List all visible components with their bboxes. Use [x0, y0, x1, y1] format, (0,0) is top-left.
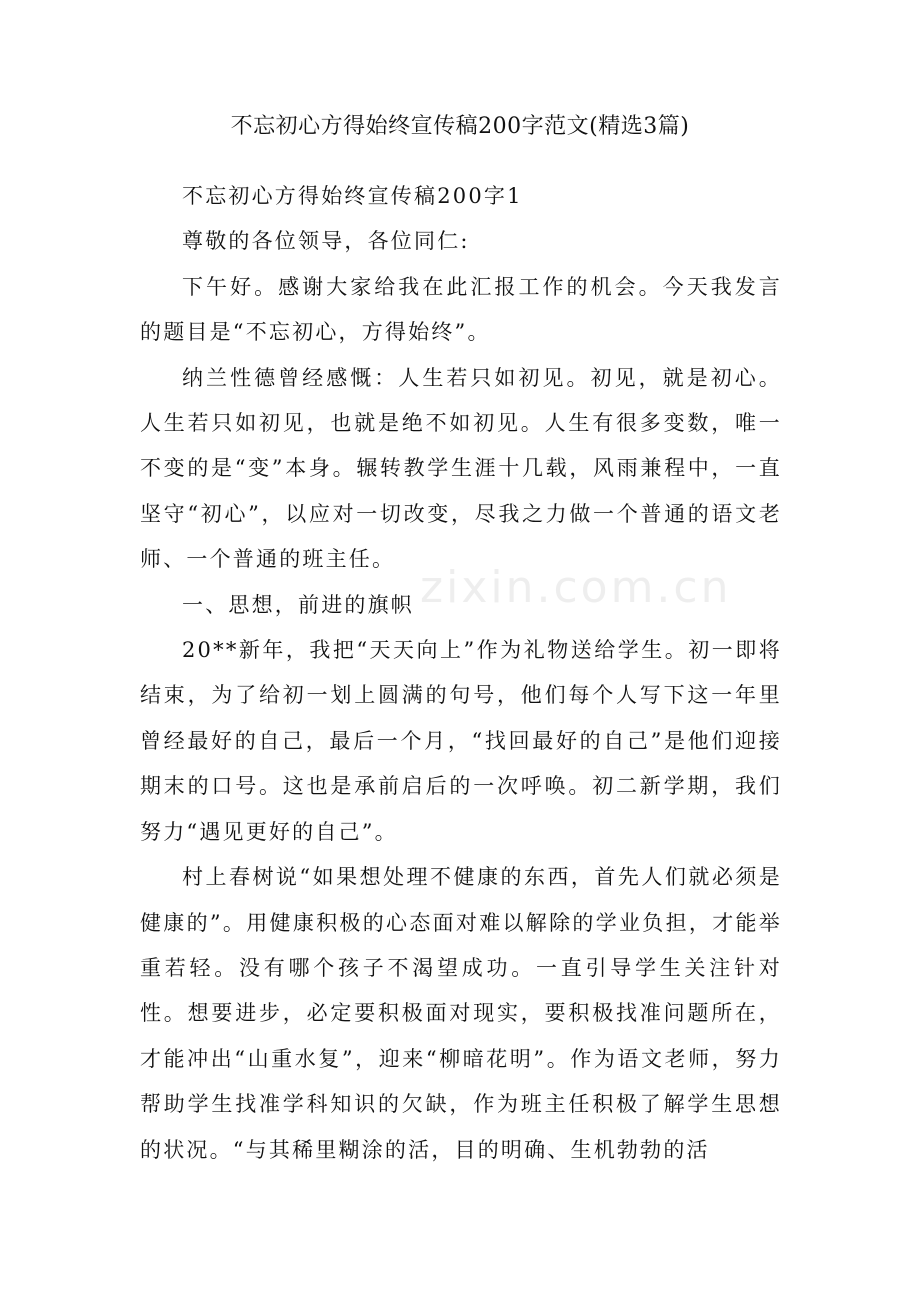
section-heading-1: 不忘初心方得始终宣传稿200字1 [182, 184, 523, 208]
document-body [140, 174, 782, 1173]
paragraph-murakami: 村上春树说“如果想处理不健康的东西，首先人们就必须是健康的”。用健康积极的心态面对难以解除的学业负担，才能举重若轻。没有哪个孩子不渴望成功。一直引导学生关注针对性。想要进步，必定要积极面对现实，要积极找准问题所在，才能冲出“山重水复”，迎来“柳暗花明”。作为语文老师，努力帮助学生找准学科知识的欠缺，作为班主任积极了解学生思想的状况。“与其稀里糊涂的活，目的明确、生机勃勃的活 [140, 865, 782, 1162]
watermark: zixin.com.cn [420, 562, 732, 613]
document-title: 不忘初心方得始终宣传稿200字范文(精选3篇) [230, 114, 690, 139]
salutation: 尊敬的各位领导，各位同仁: [182, 229, 470, 254]
subheading-thought: 一、思想，前进的旗帜 [182, 592, 414, 617]
paragraph-initial-heart: 纳兰性德曾经感慨：人生若只如初见。初见，就是初心。人生若只如初见，也就是绝不如初见。人生有很多变数，唯一不变的是“变”本身。辗转教学生涯十几载，风雨兼程中，一直坚守“初心”，以应对一切改变，尽我之力做一个普通的语文老师、一个普通的班主任。 [140, 365, 782, 572]
paragraph-opening: 下午好。感谢大家给我在此汇报工作的机会。今天我发言的题目是“不忘初心，方得始终”。 [140, 274, 782, 345]
paragraph-new-year: 20**新年，我把“天天向上”作为礼物送给学生。初一即将结束，为了给初一划上圆满的句号，他们每个人写下这一年里曾经最好的自己，最后一个月，“找回最好的自己”是他们迎接期末的口号。这也是承前启后的一次呼唤。初二新学期，我们努力“遇见更好的自己”。 [140, 638, 782, 844]
